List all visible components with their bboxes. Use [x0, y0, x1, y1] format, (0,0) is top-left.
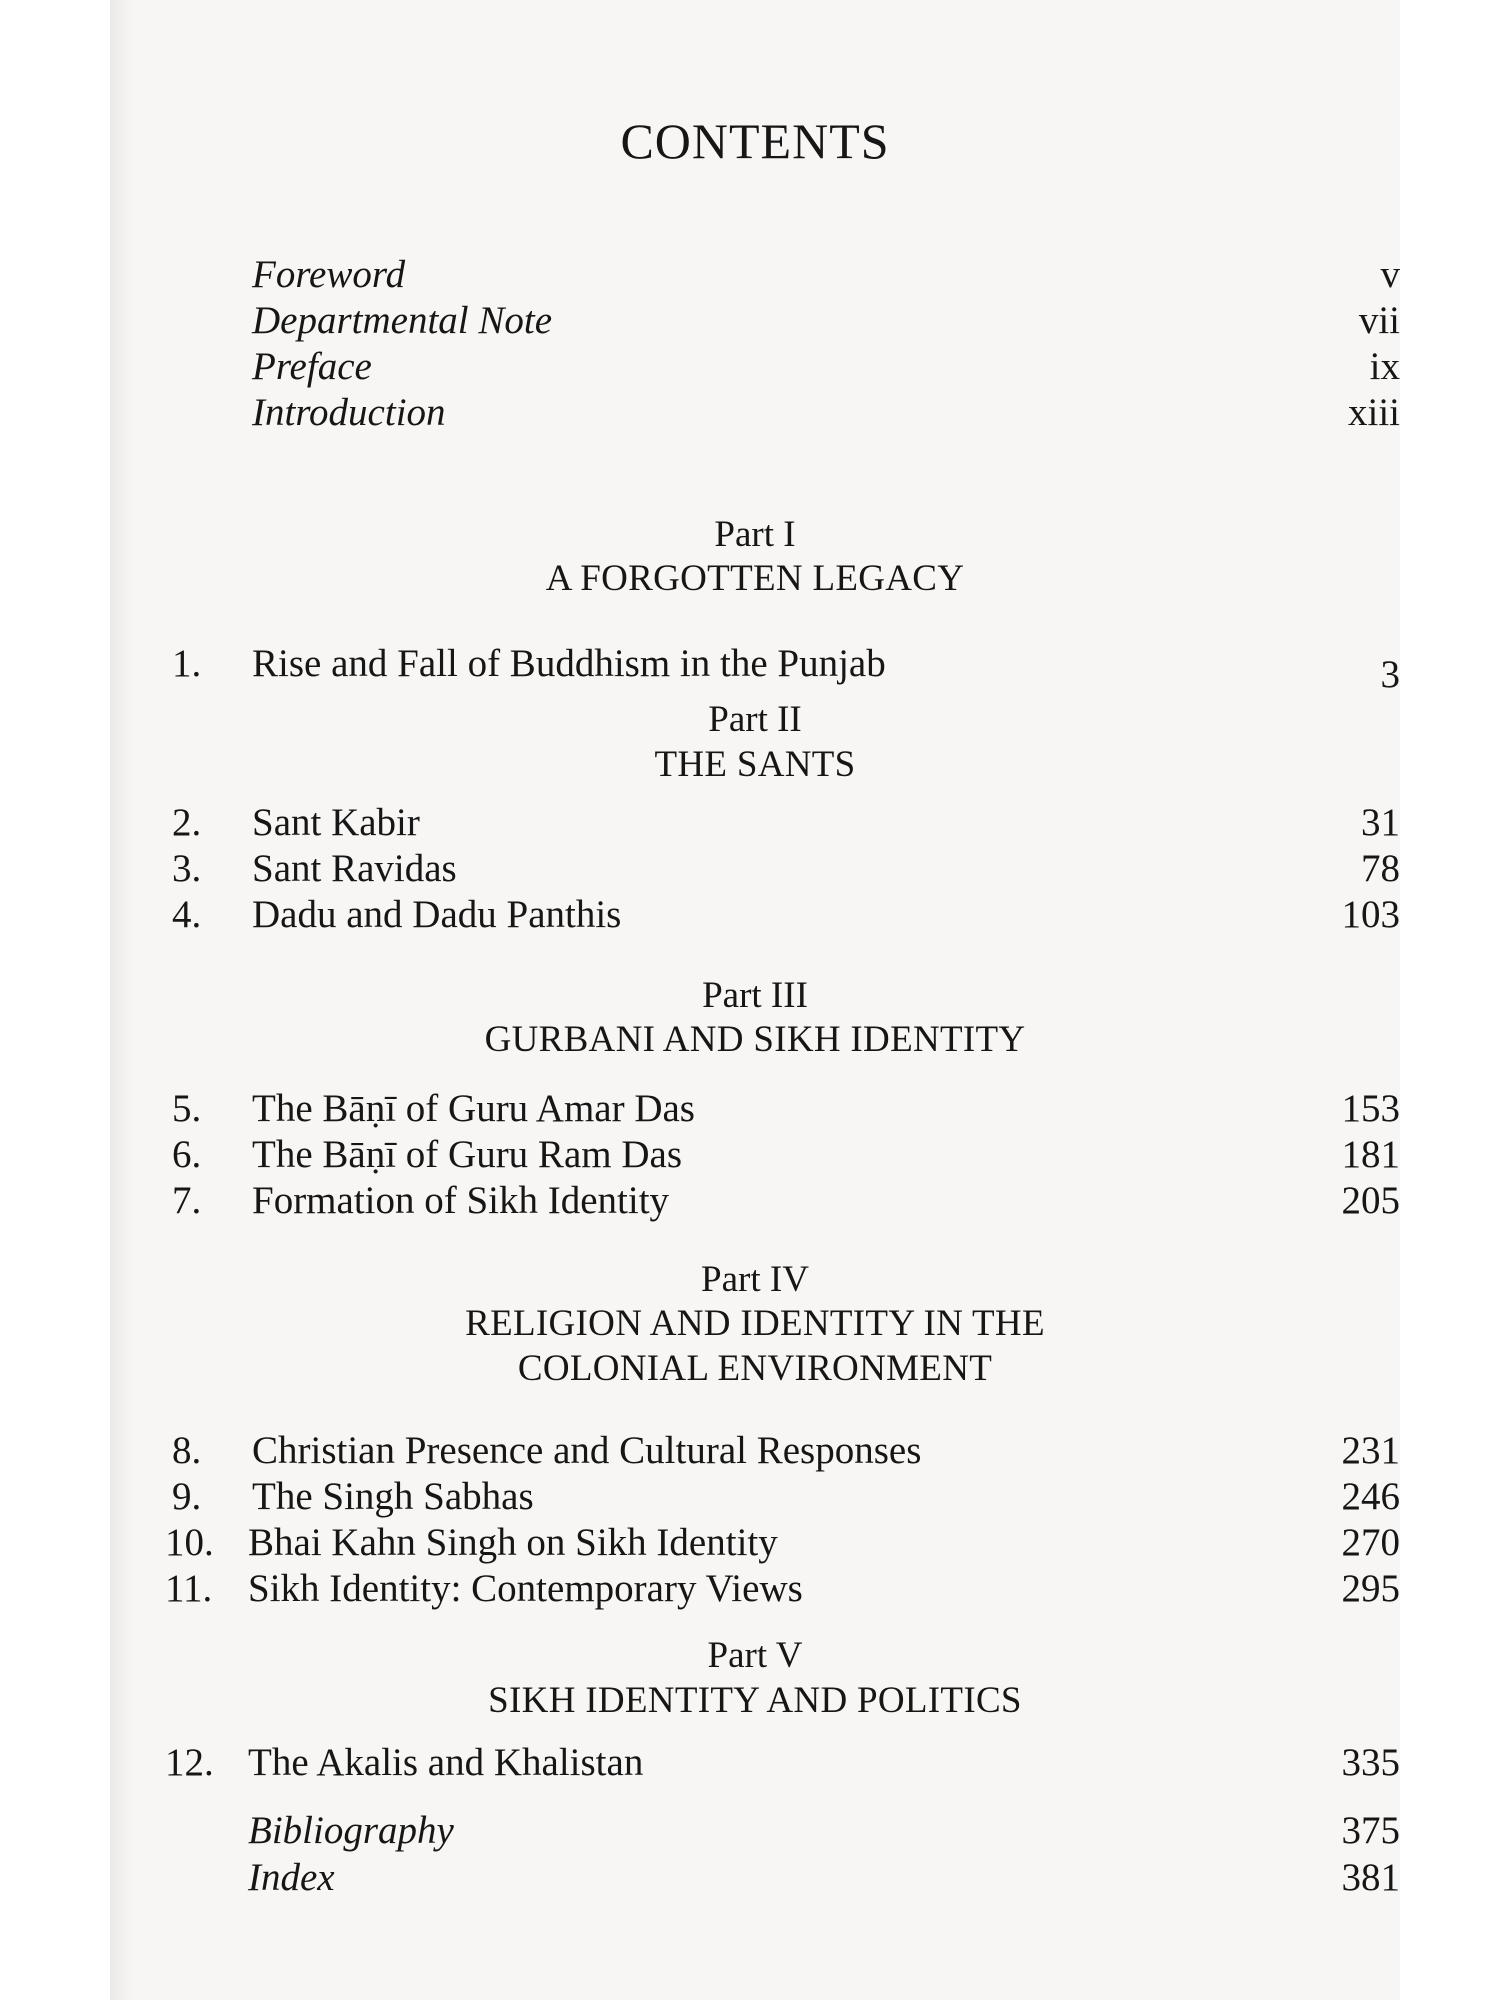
chapter-number: 6.	[172, 1133, 202, 1176]
chapter-number: 3.	[172, 847, 202, 890]
chapter-title: Sant Ravidas	[252, 847, 457, 890]
toc-entry-introduction: Introduction	[252, 391, 446, 434]
part-title: A FORGOTTEN LEGACY	[545, 558, 965, 599]
chapter-title: The Bāṇī of Guru Ram Das	[252, 1133, 682, 1176]
part-title: SIKH IDENTITY AND POLITICS	[488, 1680, 1022, 1721]
chapter-title: The Singh Sabhas	[252, 1475, 534, 1518]
chapter-number: 8.	[172, 1429, 202, 1472]
toc-entry-preface: Preface	[252, 345, 372, 388]
toc-page-foreword: v	[1380, 253, 1400, 296]
chapter-page: 335	[1341, 1741, 1400, 1784]
toc-entry-bibliography: Bibliography	[248, 1809, 454, 1852]
chapter-page: 295	[1341, 1567, 1400, 1610]
part-label: Part II	[708, 699, 802, 740]
chapter-page: 3	[1380, 653, 1400, 696]
toc-page-bibliography: 375	[1341, 1809, 1400, 1852]
chapter-number: 11.	[165, 1567, 213, 1610]
toc-page-index: 381	[1341, 1856, 1400, 1899]
chapter-page: 153	[1341, 1087, 1400, 1130]
part-label: Part III	[702, 975, 808, 1016]
book-page	[110, 0, 1400, 2000]
toc-entry-index: Index	[248, 1856, 335, 1899]
toc-entry-departmental-note: Departmental Note	[252, 299, 553, 342]
chapter-number: 10.	[165, 1521, 214, 1564]
chapter-number: 12.	[165, 1741, 214, 1784]
chapter-title: Dadu and Dadu Panthis	[252, 893, 622, 936]
chapter-title: Sikh Identity: Contemporary Views	[248, 1567, 803, 1610]
part-title: RELIGION AND IDENTITY IN THE	[465, 1303, 1045, 1344]
toc-page-preface: ix	[1369, 345, 1400, 388]
chapter-title: The Akalis and Khalistan	[248, 1741, 644, 1784]
chapter-page: 31	[1361, 801, 1400, 844]
chapter-title: Sant Kabir	[252, 801, 420, 844]
chapter-title: Bhai Kahn Singh on Sikh Identity	[248, 1521, 778, 1564]
chapter-title: Formation of Sikh Identity	[252, 1179, 670, 1222]
part-label: Part I	[714, 514, 796, 555]
part-title: THE SANTS	[654, 744, 856, 785]
chapter-page: 78	[1361, 847, 1400, 890]
chapter-page: 181	[1341, 1133, 1400, 1176]
toc-page-introduction: xiii	[1347, 391, 1400, 434]
part-title: GURBANI AND SIKH IDENTITY	[484, 1019, 1026, 1060]
part-label: Part IV	[701, 1259, 809, 1300]
part-title: COLONIAL ENVIRONMENT	[517, 1348, 993, 1389]
chapter-number: 2.	[172, 801, 202, 844]
chapter-number: 1.	[172, 642, 202, 685]
chapter-number: 7.	[172, 1179, 202, 1222]
chapter-number: 5.	[172, 1087, 202, 1130]
toc-entry-foreword: Foreword	[252, 253, 406, 296]
part-label: Part V	[707, 1635, 803, 1676]
toc-page-departmental-note: vii	[1358, 299, 1400, 342]
page-title: CONTENTS	[620, 113, 890, 169]
chapter-page: 205	[1341, 1179, 1400, 1222]
chapter-title: Christian Presence and Cultural Responses	[252, 1429, 922, 1472]
chapter-title: The Bāṇī of Guru Amar Das	[252, 1087, 695, 1130]
chapter-page: 246	[1341, 1475, 1400, 1518]
chapter-number: 4.	[172, 893, 202, 936]
chapter-page: 103	[1341, 893, 1400, 936]
chapter-page: 270	[1341, 1521, 1400, 1564]
chapter-title: Rise and Fall of Buddhism in the Punjab	[252, 642, 886, 685]
chapter-number: 9.	[172, 1475, 202, 1518]
chapter-page: 231	[1341, 1429, 1400, 1472]
